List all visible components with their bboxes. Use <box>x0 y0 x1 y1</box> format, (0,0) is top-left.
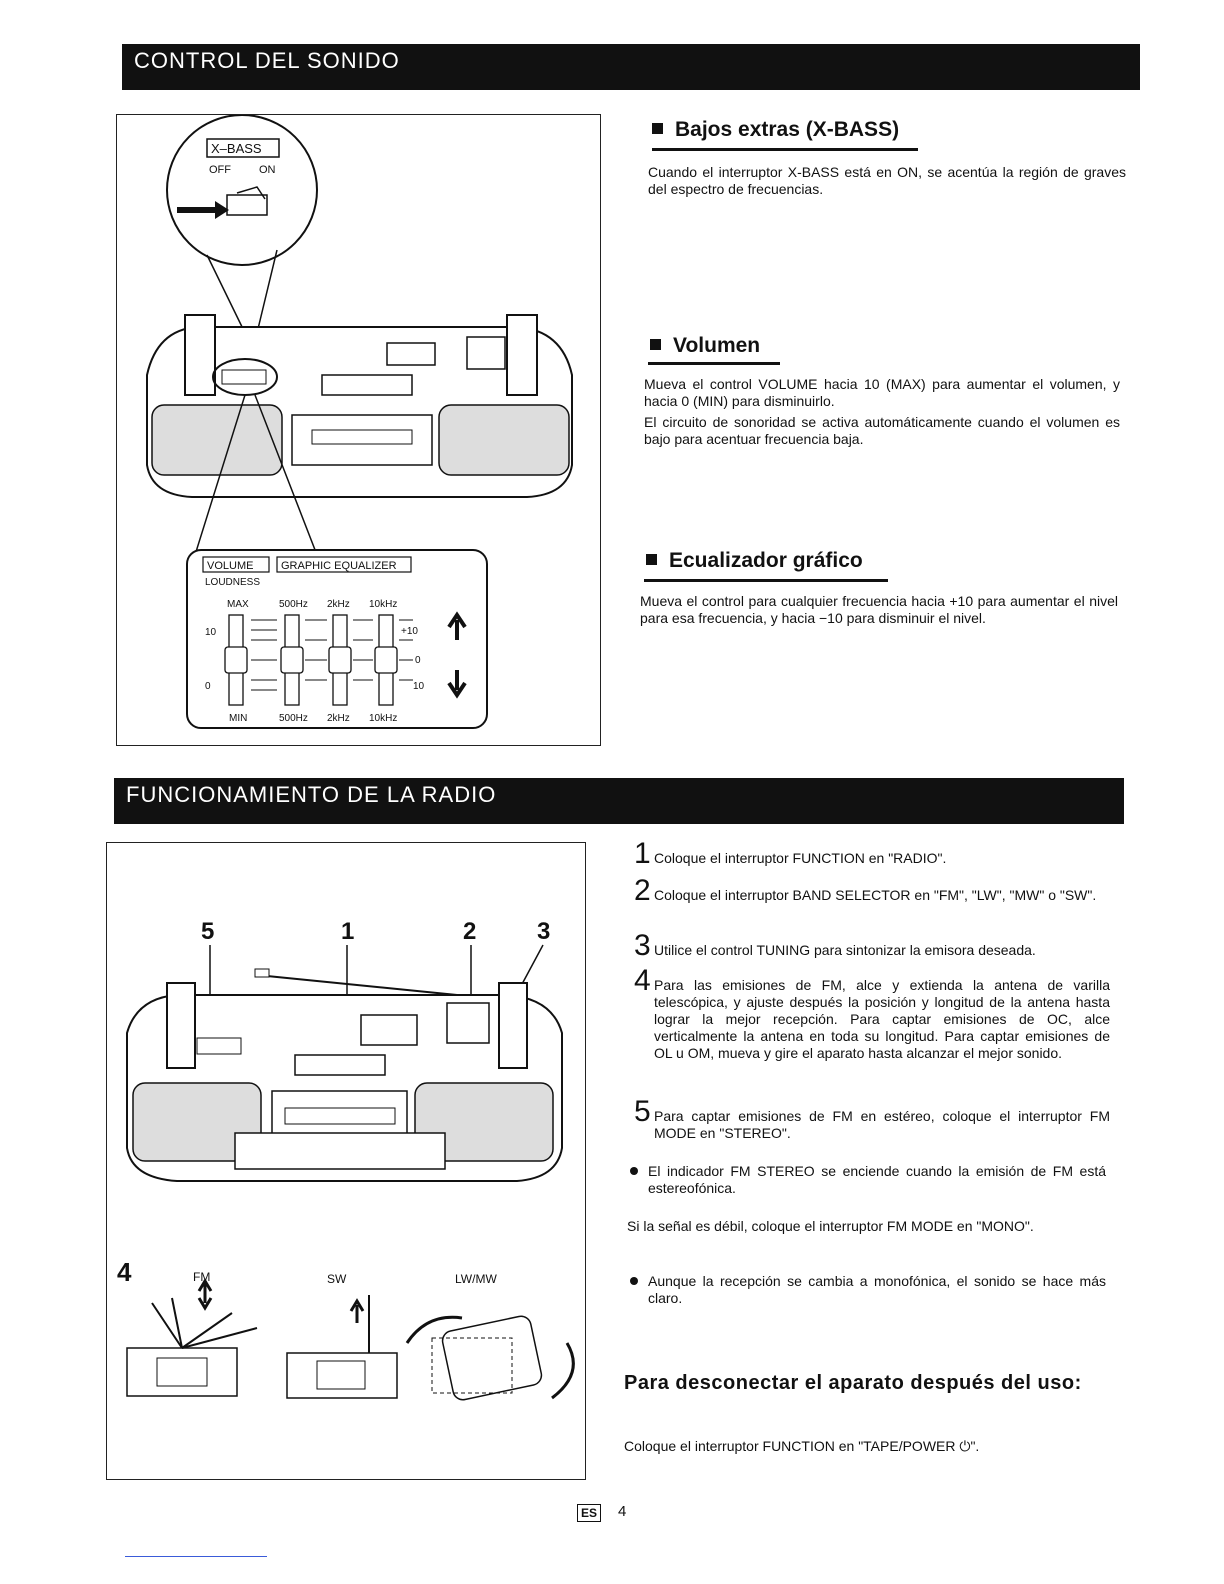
freq-2k-bottom: 2kHz <box>327 713 350 724</box>
xbass-label: X–BASS <box>211 141 262 156</box>
xbass-off-label: OFF <box>209 164 231 176</box>
disconnect-heading: Para desconectar el aparato después del uso: <box>624 1372 1082 1394</box>
language-badge: ES <box>577 1504 601 1522</box>
volume-min-mark: 0 <box>205 681 211 692</box>
xbass-text: Cuando el interruptor X-BASS está en ON, se acentúa la región de graves del espectro de frecuencias. <box>648 164 1126 197</box>
boombox-drawing <box>147 315 572 555</box>
eq-plus10-label: +10 <box>401 626 418 637</box>
xbass-on-label: ON <box>259 164 276 176</box>
bullet-square-icon <box>650 339 661 350</box>
freq-10k-bottom: 10kHz <box>369 713 398 724</box>
step-text: Para las emisiones de FM, alce y extienda la antena de varilla telescópica, y ajuste después la posición y longitud de la antena hasta lograr la mejor recepción. Para captar emisiones de OC, alce verticalmente la antena en toda su longitud. Para captar emisiones de OL u OM, mueva y gire el aparato hasta alcanzar el mejor sonido. <box>654 977 1110 1061</box>
xbass-switch-detail <box>167 115 317 333</box>
weak-signal-text: Si la señal es débil, coloque el interruptor FM MODE en "MONO". <box>627 1218 1034 1234</box>
mono-note <box>630 1273 1106 1307</box>
freq-500-bottom: 500Hz <box>279 713 308 724</box>
volume-label: VOLUME <box>207 560 254 572</box>
volume-heading-rule <box>648 362 780 365</box>
antenna-fm-label: FM <box>193 1270 211 1284</box>
bullet-square-icon <box>646 554 657 565</box>
volume-text-1: Mueva el control VOLUME hacia 10 (MAX) para aumentar el volumen, y hacia 0 (MIN) para disminuirlo. <box>644 376 1120 409</box>
note-text: Aunque la recepción se cambia a monofónica, el sonido se hace más claro. <box>648 1273 1106 1306</box>
radio-step-1 <box>634 837 1110 870</box>
radio-step-5 <box>634 1095 1110 1142</box>
volume-heading <box>650 334 760 361</box>
radio-step-2 <box>634 874 1110 907</box>
freq-500-top: 500Hz <box>279 599 308 610</box>
equalizer-label: GRAPHIC EQUALIZER <box>281 560 397 572</box>
equalizer-detail <box>187 550 487 728</box>
disconnect-text: Coloque el interruptor FUNCTION en "TAPE/POWER ⏻". <box>624 1438 980 1454</box>
max-label: MAX <box>227 599 249 610</box>
radio-step-3 <box>634 929 1110 962</box>
boombox-radio-drawing <box>127 969 562 1181</box>
step-number: 1 <box>634 837 651 870</box>
section-banner-radio: FUNCIONAMIENTO DE LA RADIO <box>114 778 1124 824</box>
step-number: 4 <box>634 964 651 997</box>
eq-minus10-label: 10 <box>413 681 425 692</box>
bullet-dot-icon <box>630 1277 638 1285</box>
antenna-lwmw-label: LW/MW <box>455 1272 497 1286</box>
radio-illustration <box>106 842 586 1480</box>
step-text: Coloque el interruptor BAND SELECTOR en "FM", "LW", "MW" o "SW". <box>654 887 1097 903</box>
step-text: Coloque el interruptor FUNCTION en "RADIO". <box>654 850 947 866</box>
equalizer-heading <box>646 549 863 576</box>
step-text: Para captar emisiones de FM en estéreo, coloque el interruptor FM MODE en "STEREO". <box>654 1108 1110 1141</box>
step-number: 2 <box>634 874 651 907</box>
step-number: 3 <box>634 929 651 962</box>
freq-2k-top: 2kHz <box>327 599 350 610</box>
volume-max-mark: 10 <box>205 627 217 638</box>
bottom-rule <box>125 1556 267 1557</box>
callout-5: 5 <box>201 918 215 945</box>
radio-step-4 <box>634 964 1110 1062</box>
antenna-sw-drawing <box>287 1295 397 1398</box>
xbass-heading-text: Bajos extras (X-BASS) <box>675 118 900 141</box>
antenna-sw-label: SW <box>327 1272 347 1286</box>
step-number: 5 <box>634 1095 651 1128</box>
page-number: 4 <box>618 1503 627 1520</box>
xbass-heading <box>652 118 899 145</box>
antenna-fm-drawing <box>127 1281 257 1396</box>
callout-3: 3 <box>537 918 551 945</box>
eq-zero-label: 0 <box>415 655 421 666</box>
equalizer-text: Mueva el control para cualquier frecuencia hacia +10 para aumentar el nivel para esa frecuencia, y hacia −10 para disminuir el nivel. <box>640 593 1118 626</box>
step-text: Utilice el control TUNING para sintonizar la emisora deseada. <box>654 942 1036 958</box>
callout-2: 2 <box>463 918 477 945</box>
bullet-square-icon <box>652 123 663 134</box>
loudness-label: LOUDNESS <box>205 577 261 588</box>
freq-10k-top: 10kHz <box>369 599 398 610</box>
volume-heading-text: Volumen <box>673 334 761 357</box>
callout-1: 1 <box>341 918 355 945</box>
xbass-heading-rule <box>652 148 918 151</box>
equalizer-heading-text: Ecualizador gráfico <box>669 549 863 572</box>
equalizer-heading-rule <box>644 579 888 582</box>
bullet-dot-icon <box>630 1167 638 1175</box>
section-banner-sound-control: CONTROL DEL SONIDO <box>122 44 1140 90</box>
step4-label: 4 <box>117 1257 132 1287</box>
min-label: MIN <box>229 713 248 724</box>
antenna-lwmw-drawing <box>407 1314 573 1401</box>
fm-stereo-note <box>630 1163 1106 1197</box>
note-text: El indicador FM STEREO se enciende cuando la emisión de FM está estereofónica. <box>648 1163 1106 1196</box>
volume-text-2: El circuito de sonoridad se activa automáticamente cuando el volumen es bajo para acentuar frecuencia baja. <box>644 414 1120 447</box>
sound-control-illustration <box>116 114 601 746</box>
